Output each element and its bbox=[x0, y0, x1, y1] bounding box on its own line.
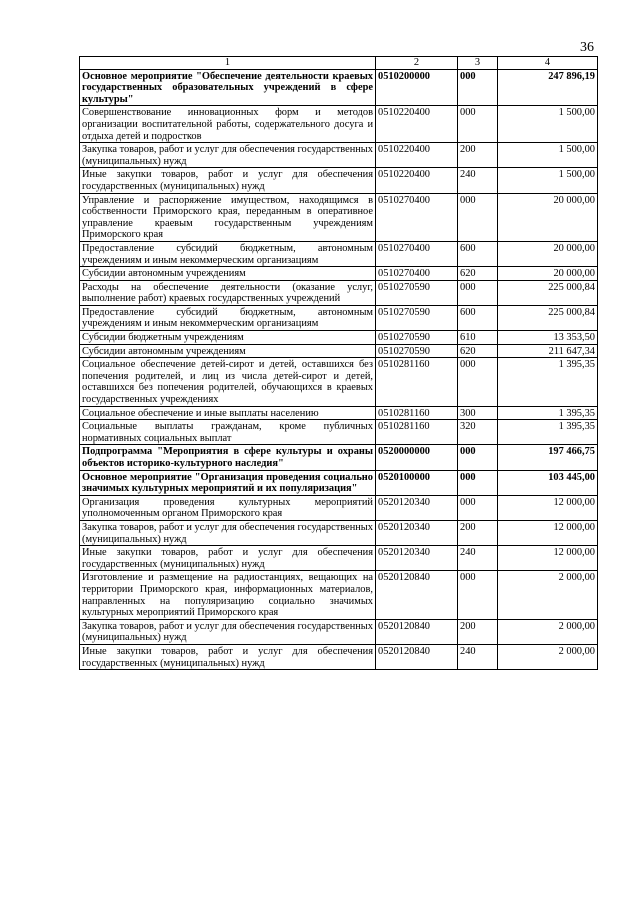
row-sum: 225 000,84 bbox=[498, 305, 598, 330]
row-sum: 1 500,00 bbox=[498, 168, 598, 193]
row-csr-code: 0520120840 bbox=[376, 644, 458, 669]
row-sum: 13 353,50 bbox=[498, 331, 598, 345]
table-row bbox=[80, 143, 598, 168]
row-name: Социальное обеспечение и иные выплаты населению bbox=[80, 406, 376, 420]
row-name: Социальное обеспечение детей-сирот и детей, оставшихся без попечения родителей, и лиц из числа детей-сирот и детей, оставшихся без попечения родителей, обучающихся в краевых государственных учреждениях bbox=[80, 358, 376, 406]
row-vr-code: 000 bbox=[458, 358, 498, 406]
row-sum: 1 395,35 bbox=[498, 406, 598, 420]
row-sum: 2 000,00 bbox=[498, 571, 598, 619]
row-sum: 225 000,84 bbox=[498, 280, 598, 305]
row-vr-code: 000 bbox=[458, 571, 498, 619]
row-vr-code: 000 bbox=[458, 495, 498, 520]
row-name: Подпрограмма "Мероприятия в сфере культуры и охраны объектов историко-культурного наследия" bbox=[80, 445, 376, 470]
row-name: Закупка товаров, работ и услуг для обеспечения государственных (муниципальных) нужд bbox=[80, 143, 376, 168]
row-vr-code: 000 bbox=[458, 193, 498, 241]
row-name: Иные закупки товаров, работ и услуг для обеспечения государственных (муниципальных) нужд bbox=[80, 168, 376, 193]
row-name: Совершенствование инновационных форм и методов организации воспитательной работы, содержательного досуга и отдыха детей и подростков bbox=[80, 106, 376, 143]
row-csr-code: 0510270400 bbox=[376, 193, 458, 241]
row-csr-code: 0510281160 bbox=[376, 406, 458, 420]
header-col-3: 3 bbox=[458, 57, 498, 70]
table-row bbox=[80, 331, 598, 345]
table-row bbox=[80, 305, 598, 330]
row-vr-code: 620 bbox=[458, 344, 498, 358]
header-col-2: 2 bbox=[376, 57, 458, 70]
row-csr-code: 0510281160 bbox=[376, 420, 458, 445]
row-name: Субсидии автономным учреждениям bbox=[80, 267, 376, 281]
table-row bbox=[80, 470, 598, 495]
table-row bbox=[80, 168, 598, 193]
row-vr-code: 000 bbox=[458, 445, 498, 470]
header-col-4: 4 bbox=[498, 57, 598, 70]
row-sum: 197 466,75 bbox=[498, 445, 598, 470]
table-row bbox=[80, 420, 598, 445]
row-csr-code: 0510270590 bbox=[376, 344, 458, 358]
row-vr-code: 600 bbox=[458, 305, 498, 330]
row-sum: 247 896,19 bbox=[498, 69, 598, 106]
row-name: Иные закупки товаров, работ и услуг для обеспечения государственных (муниципальных) нужд bbox=[80, 546, 376, 571]
row-csr-code: 0510220400 bbox=[376, 143, 458, 168]
row-vr-code: 200 bbox=[458, 143, 498, 168]
row-csr-code: 0520100000 bbox=[376, 470, 458, 495]
budget-table bbox=[79, 56, 598, 670]
row-sum: 211 647,34 bbox=[498, 344, 598, 358]
row-csr-code: 0520120340 bbox=[376, 546, 458, 571]
row-sum: 2 000,00 bbox=[498, 644, 598, 669]
row-name: Основное мероприятие "Организация проведения социально значимых культурных мероприятий и их популяризация" bbox=[80, 470, 376, 495]
row-sum: 12 000,00 bbox=[498, 520, 598, 545]
row-vr-code: 620 bbox=[458, 267, 498, 281]
row-name: Предоставление субсидий бюджетным, автономным учреждениям и иным некоммерческим организациям bbox=[80, 305, 376, 330]
row-csr-code: 0520000000 bbox=[376, 445, 458, 470]
row-vr-code: 600 bbox=[458, 241, 498, 266]
row-vr-code: 200 bbox=[458, 520, 498, 545]
row-csr-code: 0520120340 bbox=[376, 495, 458, 520]
row-sum: 12 000,00 bbox=[498, 495, 598, 520]
table-row bbox=[80, 358, 598, 406]
row-csr-code: 0510270590 bbox=[376, 280, 458, 305]
table-row bbox=[80, 406, 598, 420]
row-vr-code: 000 bbox=[458, 280, 498, 305]
table-header-row bbox=[80, 57, 598, 70]
row-csr-code: 0510270590 bbox=[376, 331, 458, 345]
row-vr-code: 240 bbox=[458, 644, 498, 669]
row-sum: 20 000,00 bbox=[498, 267, 598, 281]
row-vr-code: 240 bbox=[458, 546, 498, 571]
row-name: Изготовление и размещение на радиостанциях, вещающих на территории Приморского края, информационных материалов, направленных на популяризацию социально значимых культурных мероприятий Приморского края bbox=[80, 571, 376, 619]
page-number: 36 bbox=[580, 40, 594, 55]
row-vr-code: 300 bbox=[458, 406, 498, 420]
table-row bbox=[80, 69, 598, 106]
table-row bbox=[80, 644, 598, 669]
row-name: Закупка товаров, работ и услуг для обеспечения государственных (муниципальных) нужд bbox=[80, 520, 376, 545]
table-row bbox=[80, 495, 598, 520]
table-row bbox=[80, 241, 598, 266]
table-row bbox=[80, 193, 598, 241]
row-sum: 1 395,35 bbox=[498, 420, 598, 445]
row-vr-code: 000 bbox=[458, 106, 498, 143]
table-row bbox=[80, 571, 598, 619]
row-name: Основное мероприятие "Обеспечение деятельности краевых государственных образовательных учреждений в сфере культуры" bbox=[80, 69, 376, 106]
row-csr-code: 0510270590 bbox=[376, 305, 458, 330]
row-name: Предоставление субсидий бюджетным, автономным учреждениям и иным некоммерческим организациям bbox=[80, 241, 376, 266]
row-csr-code: 0510200000 bbox=[376, 69, 458, 106]
row-name: Закупка товаров, работ и услуг для обеспечения государственных (муниципальных) нужд bbox=[80, 619, 376, 644]
row-name: Субсидии автономным учреждениям bbox=[80, 344, 376, 358]
row-vr-code: 610 bbox=[458, 331, 498, 345]
row-vr-code: 000 bbox=[458, 69, 498, 106]
table-row bbox=[80, 445, 598, 470]
row-name: Управление и распоряжение имуществом, находящимся в собственности Приморского края, переданным в оперативное управление краевым государственным учреждениям Приморского края bbox=[80, 193, 376, 241]
row-vr-code: 200 bbox=[458, 619, 498, 644]
row-vr-code: 000 bbox=[458, 470, 498, 495]
row-name: Расходы на обеспечение деятельности (оказание услуг, выполнение работ) краевых государственных учреждений bbox=[80, 280, 376, 305]
row-name: Иные закупки товаров, работ и услуг для обеспечения государственных (муниципальных) нужд bbox=[80, 644, 376, 669]
row-sum: 1 500,00 bbox=[498, 143, 598, 168]
header-col-1: 1 bbox=[80, 57, 376, 70]
row-name: Субсидии бюджетным учреждениям bbox=[80, 331, 376, 345]
row-csr-code: 0510270400 bbox=[376, 267, 458, 281]
row-sum: 1 395,35 bbox=[498, 358, 598, 406]
row-sum: 103 445,00 bbox=[498, 470, 598, 495]
table-row bbox=[80, 106, 598, 143]
row-sum: 20 000,00 bbox=[498, 241, 598, 266]
table-row bbox=[80, 267, 598, 281]
table-row bbox=[80, 619, 598, 644]
row-vr-code: 320 bbox=[458, 420, 498, 445]
row-csr-code: 0520120840 bbox=[376, 619, 458, 644]
row-csr-code: 0510220400 bbox=[376, 168, 458, 193]
row-sum: 2 000,00 bbox=[498, 619, 598, 644]
row-sum: 1 500,00 bbox=[498, 106, 598, 143]
row-name: Организация проведения культурных мероприятий уполномоченным органом Приморского края bbox=[80, 495, 376, 520]
row-csr-code: 0520120840 bbox=[376, 571, 458, 619]
row-sum: 12 000,00 bbox=[498, 546, 598, 571]
table-row bbox=[80, 520, 598, 545]
table-row bbox=[80, 546, 598, 571]
row-name: Социальные выплаты гражданам, кроме публичных нормативных социальных выплат bbox=[80, 420, 376, 445]
row-csr-code: 0510281160 bbox=[376, 358, 458, 406]
row-csr-code: 0520120340 bbox=[376, 520, 458, 545]
table-row bbox=[80, 280, 598, 305]
row-vr-code: 240 bbox=[458, 168, 498, 193]
row-csr-code: 0510270400 bbox=[376, 241, 458, 266]
row-csr-code: 0510220400 bbox=[376, 106, 458, 143]
row-sum: 20 000,00 bbox=[498, 193, 598, 241]
table-row bbox=[80, 344, 598, 358]
